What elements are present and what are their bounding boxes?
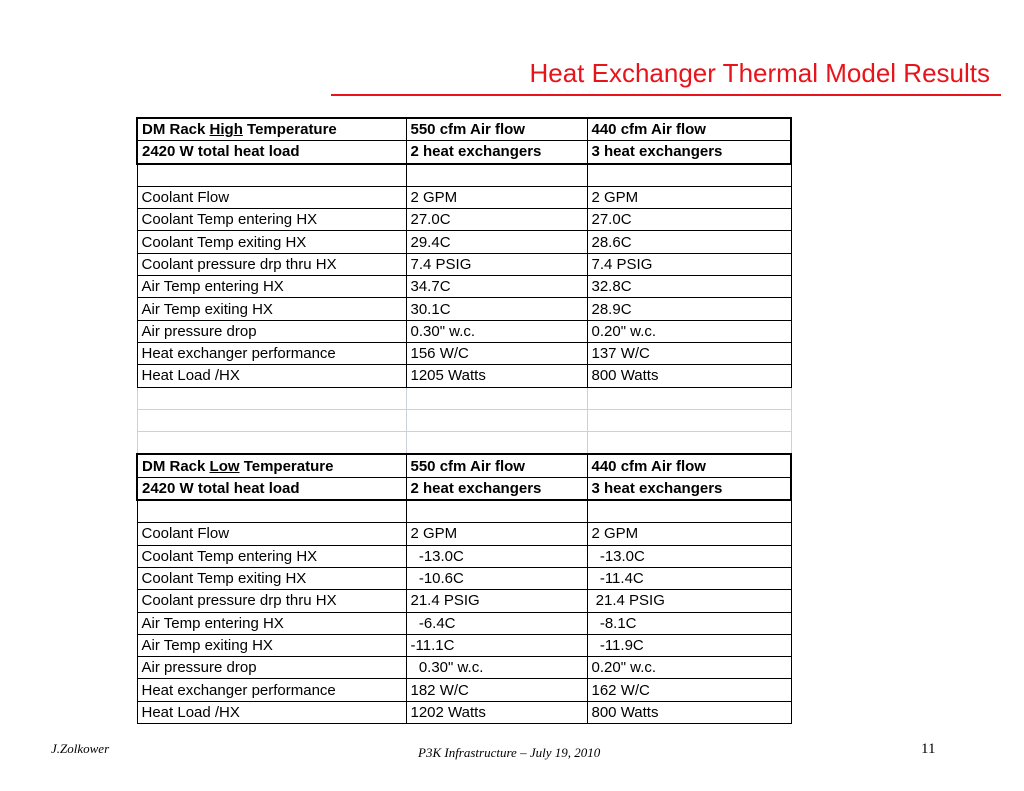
low-header-col2: 550 cfm Air flow xyxy=(406,454,587,477)
table-row: Coolant Temp entering HX 27.0C 27.0C xyxy=(137,209,791,231)
high-header-row-2 xyxy=(137,141,791,164)
low-header-label: DM Rack Low Temperature xyxy=(137,454,406,477)
page-number: 11 xyxy=(921,741,936,757)
table-row: Heat Load /HX 1202 Watts 800 Watts xyxy=(137,701,791,723)
low-header-row-2 xyxy=(137,477,791,500)
high-hx-count-col2: 2 heat exchangers xyxy=(406,141,587,164)
table-row: Heat exchanger performance 182 W/C 162 W/C xyxy=(137,679,791,701)
table-row: Coolant Flow 2 GPM 2 GPM xyxy=(137,523,791,545)
table-row: Coolant pressure drp thru HX 21.4 PSIG 21.4 PSIG xyxy=(137,590,791,612)
table-row: Air Temp exiting HX 30.1C 28.9C xyxy=(137,298,791,320)
table-row: Coolant Flow 2 GPM 2 GPM xyxy=(137,186,791,208)
results-table xyxy=(136,117,792,724)
table-row: Coolant Temp exiting HX -10.6C -11.4C xyxy=(137,567,791,589)
table-row: Air pressure drop 0.30" w.c. 0.20" w.c. xyxy=(137,657,791,679)
low-header-col3: 440 cfm Air flow xyxy=(587,454,791,477)
title-underline xyxy=(331,94,1001,96)
low-header-row-1 xyxy=(137,454,791,477)
spacer-row xyxy=(137,409,791,431)
table-row: Air Temp exiting HX -11.1C -11.9C xyxy=(137,634,791,656)
high-header-col2: 550 cfm Air flow xyxy=(406,118,587,141)
table-row: Air pressure drop 0.30" w.c. 0.20" w.c. xyxy=(137,320,791,342)
high-hx-count-col3: 3 heat exchangers xyxy=(587,141,791,164)
low-heat-load-label: 2420 W total heat load xyxy=(137,477,406,500)
low-hx-count-col3: 3 heat exchangers xyxy=(587,477,791,500)
footer-center: P3K Infrastructure – July 19, 2010 xyxy=(418,745,601,760)
table-row: Heat exchanger performance 156 W/C 137 W/C xyxy=(137,342,791,364)
table-row: Coolant pressure drp thru HX 7.4 PSIG 7.4 PSIG xyxy=(137,253,791,275)
spacer-row xyxy=(137,432,791,455)
footer-author: J.Zolkower xyxy=(51,741,110,756)
spacer-row xyxy=(137,387,791,409)
high-blank-row xyxy=(137,164,791,187)
high-header-col3: 440 cfm Air flow xyxy=(587,118,791,141)
low-blank-row xyxy=(137,500,791,523)
table-row: Coolant Temp entering HX -13.0C -13.0C xyxy=(137,545,791,567)
table-row: Heat Load /HX 1205 Watts 800 Watts xyxy=(137,365,791,387)
table-row: Air Temp entering HX 34.7C 32.8C xyxy=(137,276,791,298)
high-heat-load-label: 2420 W total heat load xyxy=(137,141,406,164)
slide-title: Heat Exchanger Thermal Model Results xyxy=(529,58,990,88)
high-header-label: DM Rack High Temperature xyxy=(137,118,406,141)
low-hx-count-col2: 2 heat exchangers xyxy=(406,477,587,500)
high-header-row-1 xyxy=(137,118,791,141)
table-row: Coolant Temp exiting HX 29.4C 28.6C xyxy=(137,231,791,253)
table-row: Air Temp entering HX -6.4C -8.1C xyxy=(137,612,791,634)
